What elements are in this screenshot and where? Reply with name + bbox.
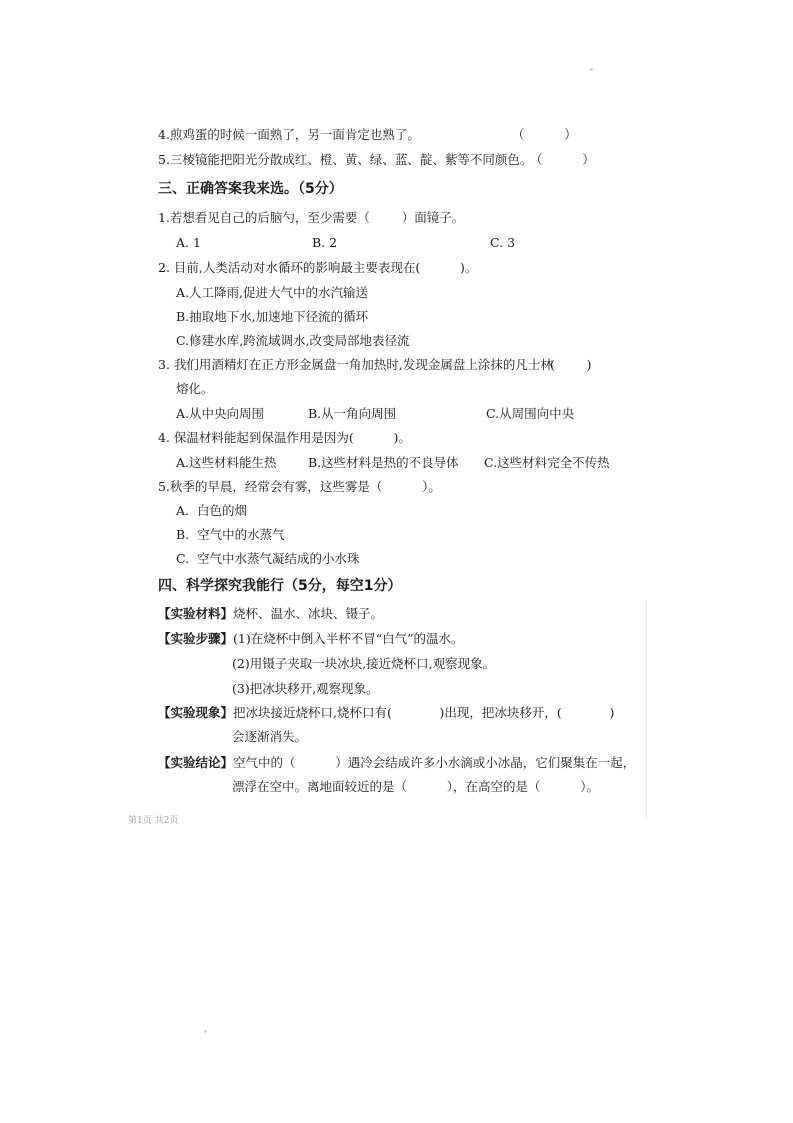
judge-q4: 4.煎鸡蛋的时候一面熟了，另一面肯定也熟了。: [158, 127, 420, 142]
mc-q2-option-b[interactable]: B.抽取地下水,加速地下径流的循环: [176, 309, 369, 324]
mc-q3-answer-paren[interactable]: ( ): [550, 357, 592, 372]
phenomenon-text[interactable]: 把冰块接近烧杯口,烧杯口有( )出现，把冰块移开，( ): [233, 705, 615, 720]
mc-q4-option-a[interactable]: A.这些材料能生热: [176, 455, 277, 470]
steps-row: [158, 631, 464, 647]
mc-q3-stem-continued: 熔化。: [176, 381, 214, 396]
conclusion-label: 【实验结论】: [158, 755, 234, 770]
mc-q1-option-a[interactable]: A. 1: [176, 235, 201, 250]
mc-q5-option-b[interactable]: B. 空气中的水蒸气: [176, 527, 285, 542]
judge-q4-answer-paren[interactable]: （ ）: [512, 127, 577, 142]
materials-row: [158, 606, 383, 622]
scan-dust-dot: [204, 1030, 207, 1033]
mc-q5-stem: 5.秋季的早晨，经常会有雾，这些雾是（ ）。: [158, 479, 441, 494]
mc-q2-option-a[interactable]: A.人工降雨,促进大气中的水汽输送: [176, 285, 368, 300]
mc-q4-option-c[interactable]: C.这些材料完全不传热: [484, 455, 610, 470]
mc-q3-option-c[interactable]: C.从周围向中央: [486, 406, 575, 421]
step-3: (3)把冰块移开,观察现象。: [232, 681, 379, 696]
phenomenon-label: 【实验现象】: [158, 705, 234, 720]
mc-q1-option-b[interactable]: B. 2: [312, 235, 338, 250]
mc-q2-stem: 2. 目前,人类活动对水循环的影响最主要表现在( )。: [158, 260, 478, 275]
materials-label: 【实验材料】: [158, 606, 234, 621]
scan-edge-line: [646, 600, 647, 820]
section3-title: 三、正确答案我来选。（5分）: [158, 181, 343, 197]
conclusion-row: [158, 755, 635, 771]
judge-q5: 5.三棱镜能把阳光分散成红、橙、黄、绿、蓝、靛、紫等不同颜色。: [158, 152, 533, 167]
section4-title: 四、科学探究我能行（5分，每空1分）: [158, 578, 402, 594]
step-2: (2)用镊子夹取一块冰块,接近烧杯口,观察现象。: [232, 656, 496, 671]
conclusion-text-continued[interactable]: 漂浮在空中。离地面较近的是（ ），在高空的是（ ）。: [232, 779, 599, 794]
scan-dust-dot: [590, 68, 593, 71]
mc-q1-option-c[interactable]: C. 3: [490, 235, 516, 250]
mc-q3-option-b[interactable]: B.从一角向周围: [308, 406, 397, 421]
materials-text: 烧杯、温水、冰块、镊子。: [233, 606, 384, 621]
mc-q1-stem: 1.若想看见自己的后脑勺，至少需要（ ）面镜子。: [158, 210, 465, 225]
step-1: (1)在烧杯中倒入半杯不冒“白气”的温水。: [233, 631, 464, 646]
mc-q3-stem: 3. 我们用酒精灯在正方形金属盘一角加热时,发现金属盘上涂抹的凡士林: [158, 357, 553, 372]
mc-q5-option-c[interactable]: C. 空气中水蒸气凝结成的小水珠: [176, 551, 360, 566]
steps-label: 【实验步骤】: [158, 631, 234, 646]
judge-q5-answer-paren[interactable]: （ ）: [530, 152, 595, 167]
phenomenon-text-continued: 会逐渐消失。: [232, 729, 308, 744]
mc-q4-stem: 4. 保温材料能起到保温作用是因为( )。: [158, 430, 411, 445]
mc-q3-option-a[interactable]: A.从中央向周围: [176, 406, 265, 421]
mc-q2-option-c[interactable]: C.修建水库,跨流域调水,改变局部地表径流: [176, 333, 410, 348]
page-number: 第1页 共2页: [128, 816, 179, 826]
mc-q4-option-b[interactable]: B.这些材料是热的不良导体: [308, 455, 459, 470]
mc-q5-option-a[interactable]: A. 白色的烟: [176, 503, 247, 518]
conclusion-text[interactable]: 空气中的（ ）遇冷会结成许多小水滴或小冰晶，它们聚集在一起，: [233, 755, 636, 770]
phenomenon-row: [158, 705, 614, 721]
